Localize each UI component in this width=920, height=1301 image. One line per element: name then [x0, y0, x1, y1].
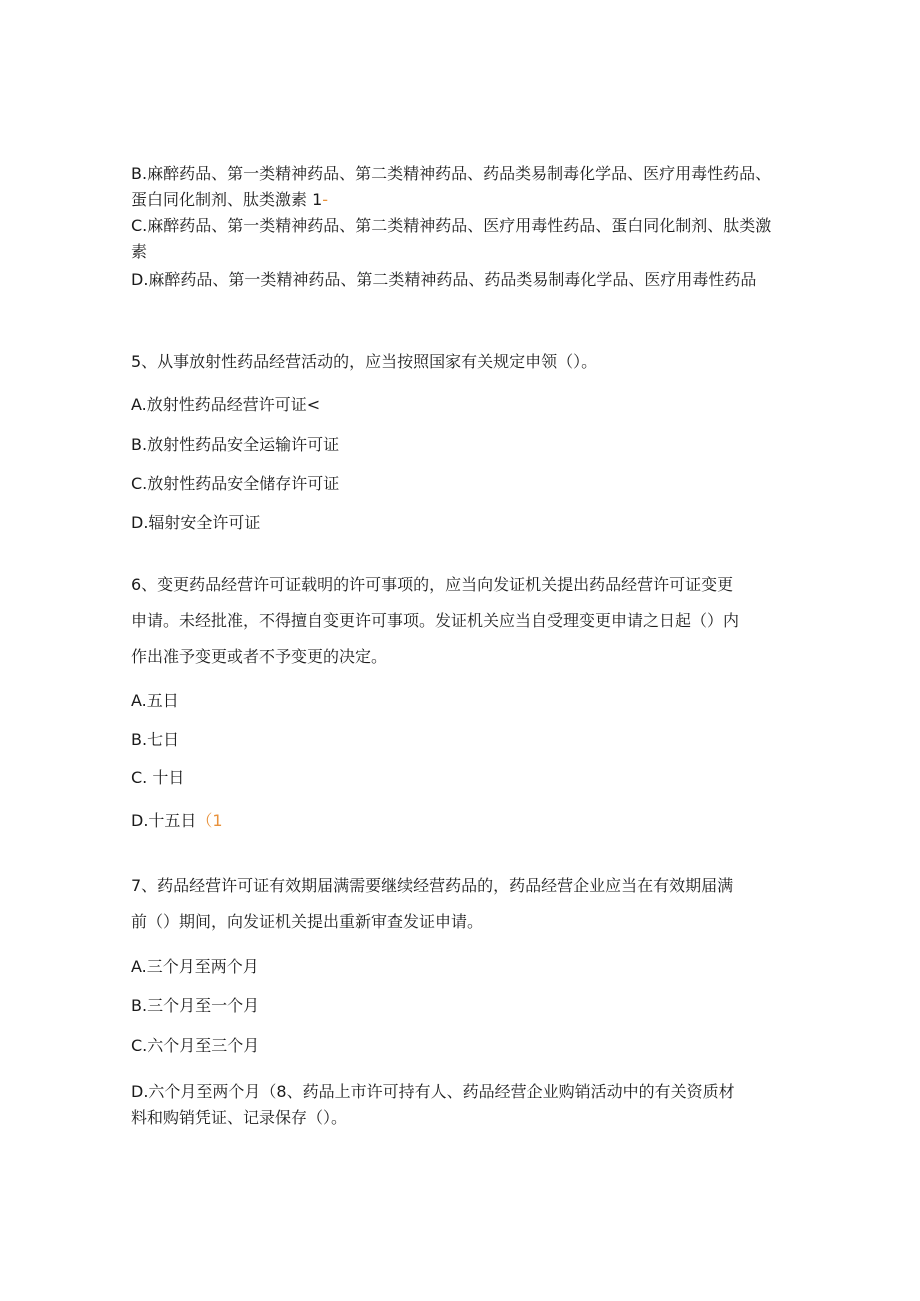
q6-option-a: A.五日 [131, 691, 179, 710]
q4-option-b-text: B.麻醉药品、第一类精神药品、第二类精神药品、药品类易制毒化学品、医疗用毒性药品、蛋白同化制剂、肽类激素 1 [131, 164, 772, 209]
q6-question-line-1: 6、变更药品经营许可证载明的许可事项的，应当向发证机关提出药品经营许可证变更 [131, 575, 734, 594]
q5-option-a: A.放射性药品经营许可证< [131, 395, 321, 414]
q6-option-b: B.七日 [131, 730, 180, 749]
q7-option-a: A.三个月至两个月 [131, 957, 259, 976]
q4-option-c: C.麻醉药品、第一类精神药品、第二类精神药品、医疗用毒性药品、蛋白同化制剂、肽类激素 [131, 216, 772, 261]
q7-option-b: B.三个月至一个月 [131, 996, 260, 1015]
q7-question-line-2: 前（）期间，向发证机关提出重新审查发证申请。 [131, 912, 484, 931]
q6-option-d-text: D.十五日 [131, 811, 197, 830]
q6-question-line-3: 作出准予变更或者不予变更的决定。 [131, 647, 388, 666]
q6-option-d-mark: （1 [196, 811, 223, 830]
q6-option-d [131, 808, 791, 834]
q7-option-d-line-1: D.六个月至两个月（8、药品上市许可持有人、药品经营企业购销活动中的有关资质材 [131, 1082, 735, 1101]
q7-option-c: C.六个月至三个月 [131, 1036, 260, 1055]
q5-question: 5、从事放射性药品经营活动的，应当按照国家有关规定申领（）。 [131, 352, 598, 371]
q5-option-d: D.辐射安全许可证 [131, 513, 261, 532]
q4-option-b-mark: - [322, 190, 329, 209]
q7-question-line-1: 7、药品经营许可证有效期届满需要继续经营药品的，药品经营企业应当在有效期届满 [131, 876, 734, 895]
q6-option-c: C. 十日 [131, 768, 185, 787]
q4-option-b [131, 161, 781, 213]
q4-option-d: D.麻醉药品、第一类精神药品、第二类精神药品、药品类易制毒化学品、医疗用毒性药品 [131, 270, 757, 289]
q6-question-line-2: 申请。未经批准，不得擅自变更许可事项。发证机关应当自受理变更申请之日起（）内 [131, 611, 740, 630]
q5-option-b: B.放射性药品安全运输许可证 [131, 435, 340, 454]
q7-option-d-line-2: 料和购销凭证、记录保存（）。 [131, 1108, 348, 1127]
q5-option-c: C.放射性药品安全储存许可证 [131, 474, 340, 493]
